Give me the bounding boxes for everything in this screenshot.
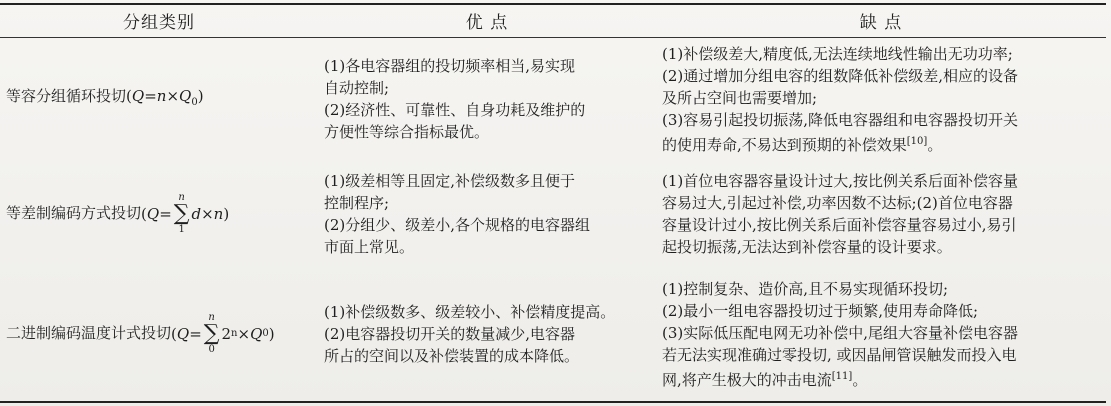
summation-symbol: n ∑ 0 [203, 312, 220, 355]
advantage-line: 方便性等综合指标最优。 [324, 123, 490, 142]
advantage-line: 所占的空间以及补偿装置的成本降低。 [324, 347, 580, 365]
advantage-line: (1)补偿级数多、级差较小、补偿精度提高。 [324, 303, 616, 321]
header-row [0, 4, 1106, 37]
advantage-line: (2)经济性、可靠性、自身功耗及维护的 [324, 101, 586, 120]
header-advantages: 优 点 [318, 4, 656, 37]
summation-symbol: n ∑ 1 [173, 192, 190, 235]
disadvantage-line: (1)首位电容器容量设计过大,按比例关系后面补偿容量 [662, 172, 1019, 190]
table-row [0, 161, 1106, 267]
category-cell: 等容分组循环投切$(Q=n\times Q_0)$ [6, 86, 204, 108]
disadvantage-line: 起投切振荡,无法达到补偿容量的设计要求。 [662, 238, 952, 256]
advantages-cell [318, 37, 656, 161]
advantages-cell [318, 161, 656, 267]
header-category: 分组类别 [0, 4, 318, 37]
category-label: 等差制编码方式投切 [6, 204, 142, 222]
disadvantage-line: (1)补偿级差大,精度低,无法连续地线性输出无功功率; [662, 44, 1013, 63]
table-row [0, 37, 1106, 161]
advantage-line: 控制程序; [324, 194, 390, 212]
advantage-line: 市面上常见。 [324, 238, 415, 256]
disadvantage-line: 及所占空间也需要增加; [662, 88, 818, 107]
disadvantage-line: (1)控制复杂、造价高,且不易实现循环投切; [662, 279, 949, 298]
disadvantage-line: 容量设计过小,按比例关系后面补偿容量容易过小,易引 [662, 216, 1017, 234]
disadvantages-cell [656, 37, 1106, 161]
category-label: 等容分组循环投切 [6, 86, 127, 105]
disadvantage-line: 网,将产生极大的冲击电流[11]。 [662, 370, 868, 389]
category-formula: ( Q = n ∑ 1 d×n ) [141, 192, 230, 235]
category-formula: ( Q = n ∑ 0 2 n × Q 0 ) [171, 312, 275, 355]
category-label: 二进制编码温度计式投切 [6, 324, 172, 342]
disadvantage-line: (2)通过增加分组电容的组数降低补偿级差,相应的设备 [662, 66, 1019, 85]
comparison-table [0, 3, 1106, 403]
disadvantage-line: (2)最小一组电容器投切过于频繁,使用寿命降低; [662, 301, 979, 320]
category-cell [0, 161, 318, 267]
reference-mark: [11] [831, 370, 853, 382]
category-cell [0, 267, 318, 402]
advantage-line: (1)各电容器组的投切频率相当,易实现 [324, 57, 576, 76]
advantages-cell [318, 267, 656, 402]
disadvantage-line: (3)实际低压配电网无功补偿中,尾组大容量补偿电容器 [662, 323, 1019, 342]
advantage-line: (1)级差相等且固定,补偿级数多且便于 [324, 172, 576, 190]
header-disadvantages: 缺 点 [656, 4, 1106, 37]
disadvantage-line: 容易过大,引起过补偿,功率因数不达标;(2)首位电容器 [662, 194, 1013, 212]
disadvantages-cell [656, 267, 1106, 402]
advantage-line: 自动控制; [324, 79, 390, 98]
disadvantages-cell [656, 161, 1106, 267]
disadvantage-line: 若无法实现准确过零投切, 或因晶闸管误触发而投入电 [662, 345, 1017, 364]
disadvantage-line: 的使用寿命,不易达到预期的补偿效果[10]。 [662, 135, 943, 154]
advantage-line: (2)电容器投切开关的数量减少,电容器 [324, 325, 576, 343]
table-row [0, 267, 1106, 402]
reference-mark: [10] [906, 135, 928, 147]
disadvantage-line: (3)容易引起投切振荡,降低电容器组和电容器投切开关 [662, 110, 1019, 129]
advantage-line: (2)分组少、级差小,各个规格的电容器组 [324, 216, 591, 234]
